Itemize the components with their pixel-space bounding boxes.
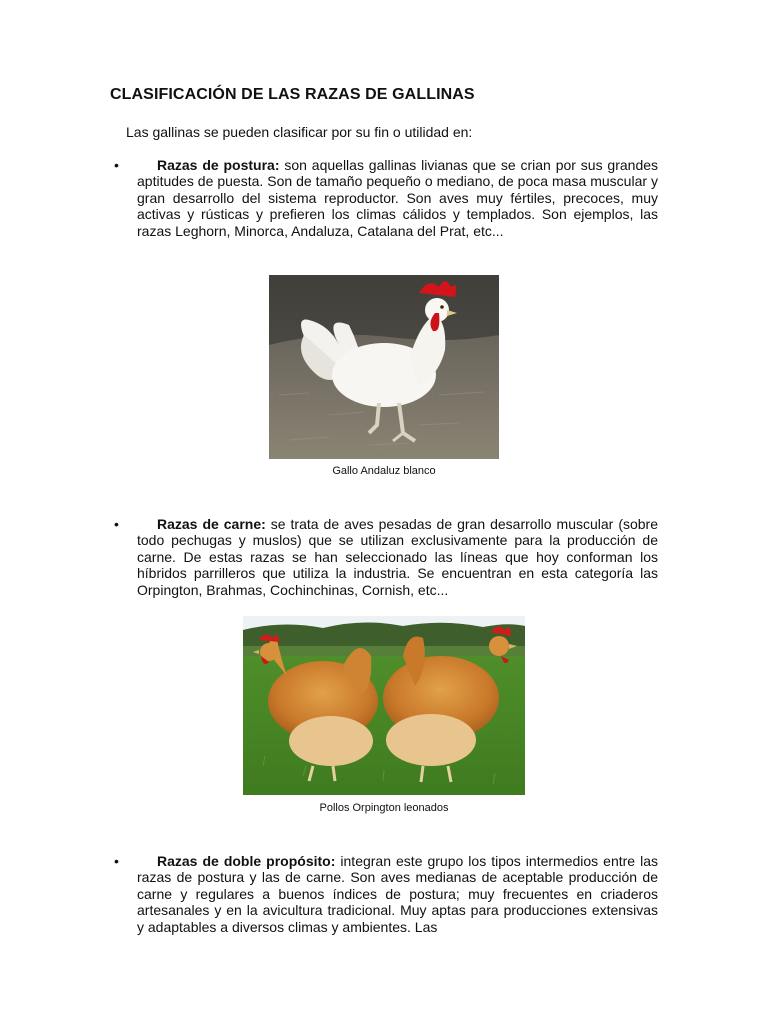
section-doble-proposito (137, 853, 658, 935)
bullet-marker: • (114, 516, 119, 532)
section-carne (137, 516, 658, 598)
orpington-chickens-photo (243, 616, 525, 795)
section-text: se trata de aves pesadas de gran desarrollo muscular (sobre todo pechugas y muslos) que se utilizan exclusivamente para la producción de carne. De estas razas se han seleccionado las líneas que hoy conforman los híbridos parrilleros que utiliza la industria. Se encuentran en esta categoría las Orpington, Brahmas, Cochinchinas, Cornish, etc... (137, 516, 659, 598)
bullet-marker: • (114, 157, 119, 173)
figure-caption: Gallo Andaluz blanco (332, 465, 436, 477)
white-rooster-photo (269, 275, 499, 459)
figure-caption: Pollos Orpington leonados (319, 802, 449, 814)
page-title: CLASIFICACIÓN DE LAS RAZAS DE GALLINAS (110, 86, 475, 103)
section-term: Razas de postura: (157, 157, 280, 173)
section-text: son aquellas gallinas livianas que se crian por sus grandes aptitudes de puesta. Son de tamaño pequeño o mediano, de poca masa muscular y gran desarrollo del sistema reproductor. Son aves muy fértiles, precoces, muy activas y rústicas y prefieren los climas cálidos y templados. Son ejemplos, las razas Leghorn, Minorca, Andaluza, Catalana del Prat, etc... (137, 157, 659, 239)
intro-paragraph: Las gallinas se pueden clasificar por su fin o utilidad en: (126, 124, 473, 140)
section-text: integran este grupo los tipos intermedios entre las razas de postura y las de carne. Son aves medianas de aceptable producción de carne y regulares a buenos índices de postura; muy frecuentes en criaderos artesanales y en la avicultura tradicional. Muy aptas para producciones extensivas y adaptables a diversos climas y ambientes. Las (137, 853, 659, 935)
section-term: Razas de doble propósito: (157, 853, 336, 869)
section-term: Razas de carne: (157, 516, 266, 532)
bullet-marker: • (114, 853, 119, 869)
section-postura (137, 157, 658, 239)
